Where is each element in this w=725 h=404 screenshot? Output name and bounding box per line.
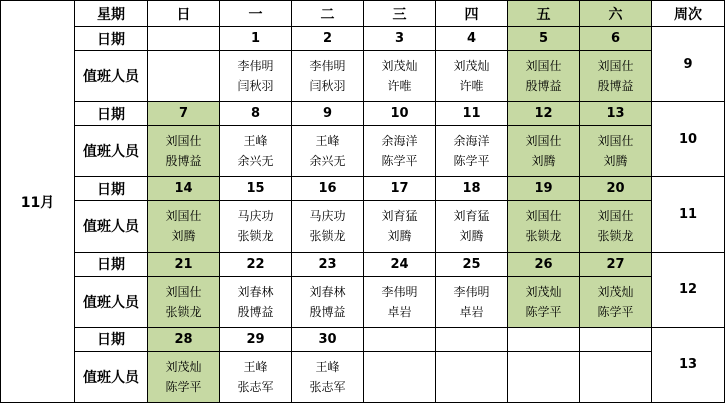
staff-cell — [148, 351, 220, 402]
staff-name: 殷博益 — [525, 79, 562, 94]
staff-cell — [508, 276, 580, 327]
staff-name: 殷博益 — [165, 154, 202, 169]
staff-cell — [364, 351, 436, 402]
day-header-sat: 六 — [580, 1, 652, 27]
staff-cell — [292, 351, 364, 402]
staff-row-label: 值班人员 — [75, 351, 148, 402]
staff-name: 刘腾 — [459, 229, 484, 244]
date-row-label: 日期 — [75, 177, 148, 201]
staff-cell — [508, 126, 580, 177]
week-number: 9 — [652, 27, 725, 102]
staff-name: 许唯 — [387, 79, 412, 94]
date-cell: 21 — [148, 252, 220, 276]
date-cell: 1 — [220, 27, 292, 51]
staff-cell — [220, 201, 292, 252]
staff-name: 余海洋 — [381, 134, 418, 149]
staff-name: 刘茂灿 — [165, 359, 202, 374]
staff-name: 张锁龙 — [165, 304, 202, 319]
staff-row — [1, 351, 725, 376]
staff-name: 刘茂灿 — [525, 284, 562, 299]
staff-row-label: 值班人员 — [75, 51, 148, 102]
staff-cell — [292, 201, 364, 252]
date-cell: 22 — [220, 252, 292, 276]
staff-name: 张锁龙 — [237, 229, 274, 244]
staff-name: 刘腾 — [171, 229, 196, 244]
week-header-label: 周次 — [652, 1, 725, 27]
date-row — [1, 102, 725, 126]
date-cell: 2 — [292, 27, 364, 51]
day-header-mon: 一 — [220, 1, 292, 27]
staff-name: 刘国仕 — [165, 134, 202, 149]
staff-cell — [508, 51, 580, 102]
staff-cell — [436, 201, 508, 252]
date-cell: 27 — [580, 252, 652, 276]
date-cell: 4 — [436, 27, 508, 51]
date-cell: 19 — [508, 177, 580, 201]
staff-name: 李伟明 — [237, 59, 274, 74]
staff-name: 刘茂灿 — [453, 59, 490, 74]
staff-row-label: 值班人员 — [75, 276, 148, 327]
staff-row-label: 值班人员 — [75, 126, 148, 177]
staff-row-label: 值班人员 — [75, 201, 148, 252]
staff-cell — [580, 51, 652, 102]
staff-name: 王峰 — [243, 134, 268, 149]
staff-name: 刘国仕 — [525, 209, 562, 224]
day-header-sun: 日 — [148, 1, 220, 27]
staff-name: 闫秋羽 — [309, 79, 346, 94]
date-cell: 11 — [436, 102, 508, 126]
staff-name: 许唯 — [459, 79, 484, 94]
date-cell — [436, 327, 508, 351]
staff-name: 刘育猛 — [381, 209, 418, 224]
day-header-thu: 四 — [436, 1, 508, 27]
staff-cell — [148, 51, 220, 102]
staff-name: 刘国仕 — [597, 209, 634, 224]
date-cell: 13 — [580, 102, 652, 126]
staff-name: 王峰 — [315, 134, 340, 149]
date-row — [1, 252, 725, 276]
staff-cell — [436, 276, 508, 327]
staff-cell — [220, 51, 292, 102]
date-cell: 8 — [220, 102, 292, 126]
date-cell: 23 — [292, 252, 364, 276]
date-cell: 5 — [508, 27, 580, 51]
date-cell: 16 — [292, 177, 364, 201]
date-cell: 17 — [364, 177, 436, 201]
staff-name: 刘国仕 — [165, 209, 202, 224]
date-row — [1, 27, 725, 51]
staff-cell — [436, 351, 508, 402]
staff-cell — [220, 276, 292, 327]
staff-cell — [508, 201, 580, 252]
staff-name: 刘腾 — [387, 229, 412, 244]
date-cell: 12 — [508, 102, 580, 126]
staff-name: 李伟明 — [453, 284, 490, 299]
staff-cell — [148, 276, 220, 327]
staff-name: 刘国仕 — [525, 59, 562, 74]
staff-name: 李伟明 — [381, 284, 418, 299]
month-cell: 11月 — [1, 1, 75, 403]
date-cell — [364, 327, 436, 351]
date-row-label: 日期 — [75, 252, 148, 276]
staff-name: 张志军 — [309, 379, 346, 394]
staff-row — [1, 276, 725, 301]
day-header-tue: 二 — [292, 1, 364, 27]
staff-name: 陈学平 — [597, 304, 634, 319]
date-cell: 24 — [364, 252, 436, 276]
staff-name: 陈学平 — [453, 154, 490, 169]
staff-name: 殷博益 — [309, 304, 346, 319]
staff-cell — [364, 126, 436, 177]
staff-name: 卓岩 — [387, 304, 412, 319]
date-row-label: 日期 — [75, 327, 148, 351]
date-cell: 30 — [292, 327, 364, 351]
staff-cell — [580, 201, 652, 252]
staff-name: 马庆功 — [237, 209, 274, 224]
staff-name: 刘春林 — [237, 284, 274, 299]
staff-name: 张志军 — [237, 379, 274, 394]
date-cell: 15 — [220, 177, 292, 201]
staff-cell — [436, 126, 508, 177]
staff-name: 张锁龙 — [309, 229, 346, 244]
staff-name: 刘国仕 — [525, 134, 562, 149]
staff-name: 张锁龙 — [525, 229, 562, 244]
staff-cell — [220, 126, 292, 177]
staff-cell — [436, 51, 508, 102]
date-cell: 18 — [436, 177, 508, 201]
date-cell: 25 — [436, 252, 508, 276]
staff-name: 余兴无 — [237, 154, 274, 169]
staff-cell — [292, 126, 364, 177]
week-number: 10 — [652, 102, 725, 177]
weekday-header-label: 星期 — [75, 1, 148, 27]
staff-name: 刘茂灿 — [381, 59, 418, 74]
staff-cell — [148, 126, 220, 177]
date-row-label: 日期 — [75, 27, 148, 51]
staff-cell — [292, 276, 364, 327]
staff-name: 刘腾 — [531, 154, 556, 169]
staff-name: 陈学平 — [525, 304, 562, 319]
date-cell — [508, 327, 580, 351]
staff-name: 余兴无 — [309, 154, 346, 169]
staff-cell — [580, 126, 652, 177]
date-cell: 9 — [292, 102, 364, 126]
date-cell: 10 — [364, 102, 436, 126]
staff-name: 陈学平 — [381, 154, 418, 169]
staff-cell — [148, 201, 220, 252]
staff-name: 马庆功 — [309, 209, 346, 224]
date-cell: 6 — [580, 27, 652, 51]
staff-name: 李伟明 — [309, 59, 346, 74]
staff-row — [1, 126, 725, 151]
date-cell: 26 — [508, 252, 580, 276]
staff-name: 闫秋羽 — [237, 79, 274, 94]
staff-name: 陈学平 — [165, 379, 202, 394]
date-cell: 3 — [364, 27, 436, 51]
staff-name: 王峰 — [243, 359, 268, 374]
date-cell: 14 — [148, 177, 220, 201]
staff-name: 刘春林 — [309, 284, 346, 299]
date-cell: 20 — [580, 177, 652, 201]
staff-name: 刘育猛 — [453, 209, 490, 224]
staff-name: 刘国仕 — [597, 134, 634, 149]
staff-name: 刘国仕 — [165, 284, 202, 299]
staff-cell — [364, 276, 436, 327]
staff-cell — [364, 201, 436, 252]
week-number: 12 — [652, 252, 725, 327]
staff-name: 余海洋 — [453, 134, 490, 149]
day-header-fri: 五 — [508, 1, 580, 27]
date-cell — [148, 27, 220, 51]
date-cell: 28 — [148, 327, 220, 351]
staff-name: 王峰 — [315, 359, 340, 374]
staff-row — [1, 201, 725, 226]
date-row — [1, 327, 725, 351]
staff-name: 张锁龙 — [597, 229, 634, 244]
day-header-wed: 三 — [364, 1, 436, 27]
staff-cell — [508, 351, 580, 402]
date-row — [1, 177, 725, 201]
staff-name: 殷博益 — [597, 79, 634, 94]
staff-cell — [220, 351, 292, 402]
header-row — [1, 1, 725, 27]
staff-name: 殷博益 — [237, 304, 274, 319]
week-number: 13 — [652, 327, 725, 402]
date-cell — [580, 327, 652, 351]
staff-cell — [580, 276, 652, 327]
staff-row — [1, 51, 725, 76]
staff-name: 卓岩 — [459, 304, 484, 319]
date-row-label: 日期 — [75, 102, 148, 126]
date-cell: 29 — [220, 327, 292, 351]
staff-name: 刘腾 — [603, 154, 628, 169]
week-number: 11 — [652, 177, 725, 252]
staff-name: 刘茂灿 — [597, 284, 634, 299]
date-cell: 7 — [148, 102, 220, 126]
staff-name: 刘国仕 — [597, 59, 634, 74]
staff-cell — [292, 51, 364, 102]
staff-cell — [364, 51, 436, 102]
staff-cell — [580, 351, 652, 402]
